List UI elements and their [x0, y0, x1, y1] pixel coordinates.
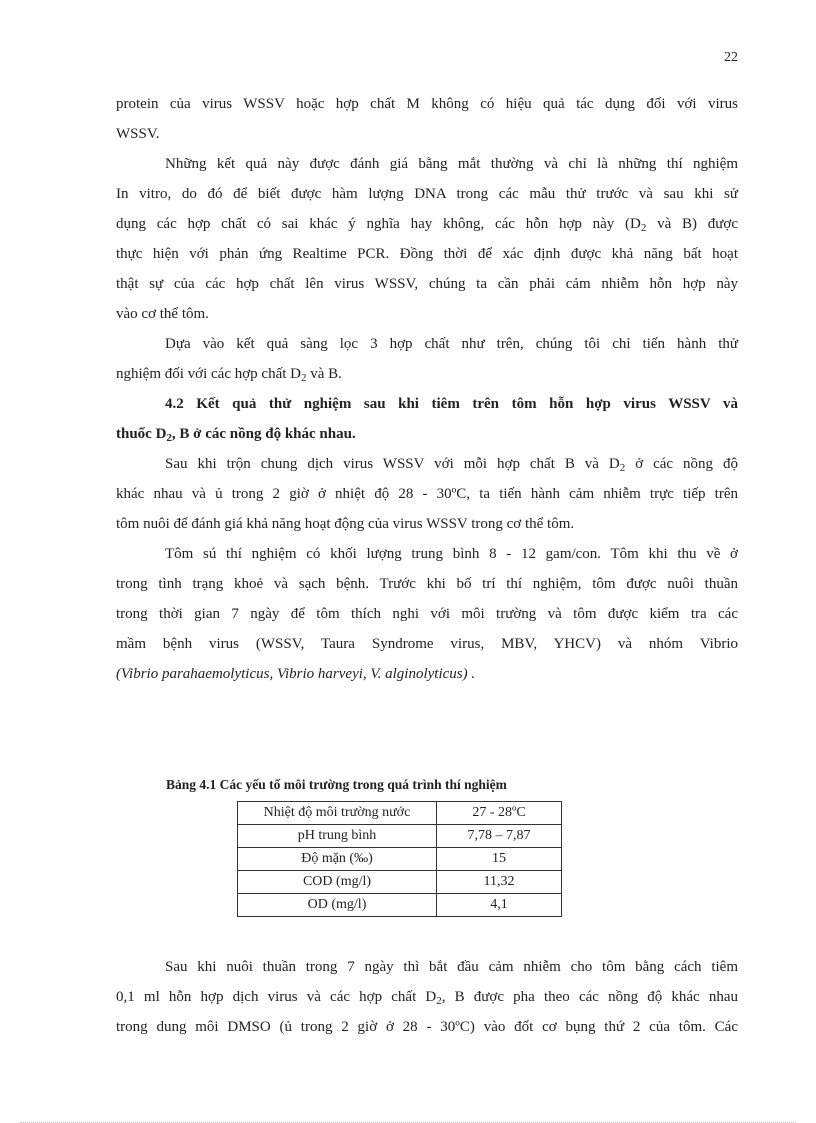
body-text-line: In vitro, do đó để biết được hàm lượng DNA trong các mẫu thử trước và sau khi sử: [116, 186, 738, 202]
body-text-line: Những kết quả này được đánh giá bằng mắt thường và chỉ là những thí nghiệm: [165, 156, 738, 172]
text-run: dụng các hợp chất có sai khác ý nghĩa hay không, các hỗn hợp này (D: [116, 216, 641, 232]
body-text-line: thực hiện với phản ứng Realtime PCR. Đồng thời để xác định được khả năng bất hoạt: [116, 246, 738, 262]
body-text-line: Tôm sú thí nghiệm có khối lượng trung bình 8 - 12 gam/con. Tôm khi thu về ở: [165, 546, 738, 562]
section-heading: 4.2 Kết quả thử nghiệm sau khi tiêm trên tôm hỗn hợp virus WSSV và: [165, 396, 738, 412]
body-text-line: [116, 364, 738, 384]
text-run: và B.: [306, 366, 342, 382]
table-cell-value: 11,32: [437, 871, 562, 894]
text-run: Sau khi trộn chung dịch virus WSSV với mỗi hợp chất B và D: [165, 456, 620, 472]
table-cell-label: pH trung bình: [238, 825, 437, 848]
body-text-line: [116, 214, 738, 234]
subscript: 2: [436, 995, 442, 1007]
table-cell-label: Độ mặn (‰): [238, 848, 437, 871]
subscript: 2: [166, 432, 172, 444]
table-cell-value: 4,1: [437, 894, 562, 917]
table-row: [238, 894, 562, 917]
table-row: [238, 848, 562, 871]
table-cell-value: 7,78 – 7,87: [437, 825, 562, 848]
body-text-line: (Vibrio parahaemolyticus, Vibrio harveyi, V. alginolyticus) .: [116, 666, 476, 682]
body-text-line: [165, 454, 738, 474]
body-text-line: protein của virus WSSV hoặc hợp chất M không có hiệu quả tác dụng đối với virus: [116, 96, 738, 112]
text-run: , B được pha theo các nồng độ khác nhau: [441, 989, 738, 1005]
text-run: ở các nồng độ: [625, 456, 739, 472]
subscript: 2: [640, 222, 647, 234]
body-text-line: Sau khi nuôi thuần trong 7 ngày thì bắt đầu cảm nhiễm cho tôm bằng cách tiêm: [165, 959, 738, 975]
subscript: 2: [619, 462, 626, 474]
section-heading: [116, 424, 738, 444]
table-cell-label: Nhiệt độ môi trường nước: [238, 802, 437, 825]
table-cell-label: COD (mg/l): [238, 871, 437, 894]
body-text-line: tôm nuôi để đánh giá khả năng hoạt động của virus WSSV trong cơ thể tôm.: [116, 516, 575, 532]
table-row: [238, 825, 562, 848]
page-number: 22: [724, 50, 738, 65]
body-text-line: vào cơ thể tôm.: [116, 306, 209, 322]
table-row: [238, 802, 562, 825]
body-text-line: mầm bệnh virus (WSSV, Taura Syndrome virus, MBV, YHCV) và nhóm Vibrio: [116, 636, 738, 652]
table-cell-value: 27 - 28ºC: [437, 802, 562, 825]
body-text-line: thật sự của các hợp chất lên virus WSSV, chúng ta cần phải cảm nhiễm hỗn hợp này: [116, 276, 738, 292]
subscript: 2: [300, 372, 307, 384]
text-run: , B ở các nồng độ khác nhau.: [171, 426, 356, 442]
text-run: và B) được: [646, 216, 738, 232]
body-text-line: khác nhau và ủ trong 2 giờ ở nhiệt độ 28 - 30ºC, ta tiến hành cảm nhiễm trực tiếp trên: [116, 486, 738, 502]
environment-table: [237, 801, 562, 917]
table-row: [238, 871, 562, 894]
table-cell-label: OD (mg/l): [238, 894, 437, 917]
table-cell-value: 15: [437, 848, 562, 871]
table-caption: Bảng 4.1 Các yếu tố môi trường trong quá trình thí nghiệm: [166, 777, 507, 792]
body-text-line: trong dung môi DMSO (ủ trong 2 giờ ở 28 - 30ºC) vào đốt cơ bụng thứ 2 của tôm. Các: [116, 1019, 738, 1035]
body-text-line: Dựa vào kết quả sàng lọc 3 hợp chất như trên, chúng tôi chỉ tiến hành thử: [165, 336, 738, 352]
text-run: nghiệm đối với các hợp chất D: [116, 366, 301, 382]
body-text-line: WSSV.: [116, 126, 160, 142]
body-text-line: [116, 987, 738, 1007]
body-text-line: trong thời gian 7 ngày để tôm thích nghi với môi trường và tôm được kiểm tra các: [116, 606, 738, 622]
text-run: thuốc D: [116, 426, 167, 442]
text-run: 0,1 ml hỗn hợp dịch virus và các hợp chất D: [116, 989, 437, 1005]
body-text-line: trong tình trạng khoẻ và sạch bệnh. Trước khi bố trí thí nghiệm, tôm được nuôi thuần: [116, 576, 738, 592]
